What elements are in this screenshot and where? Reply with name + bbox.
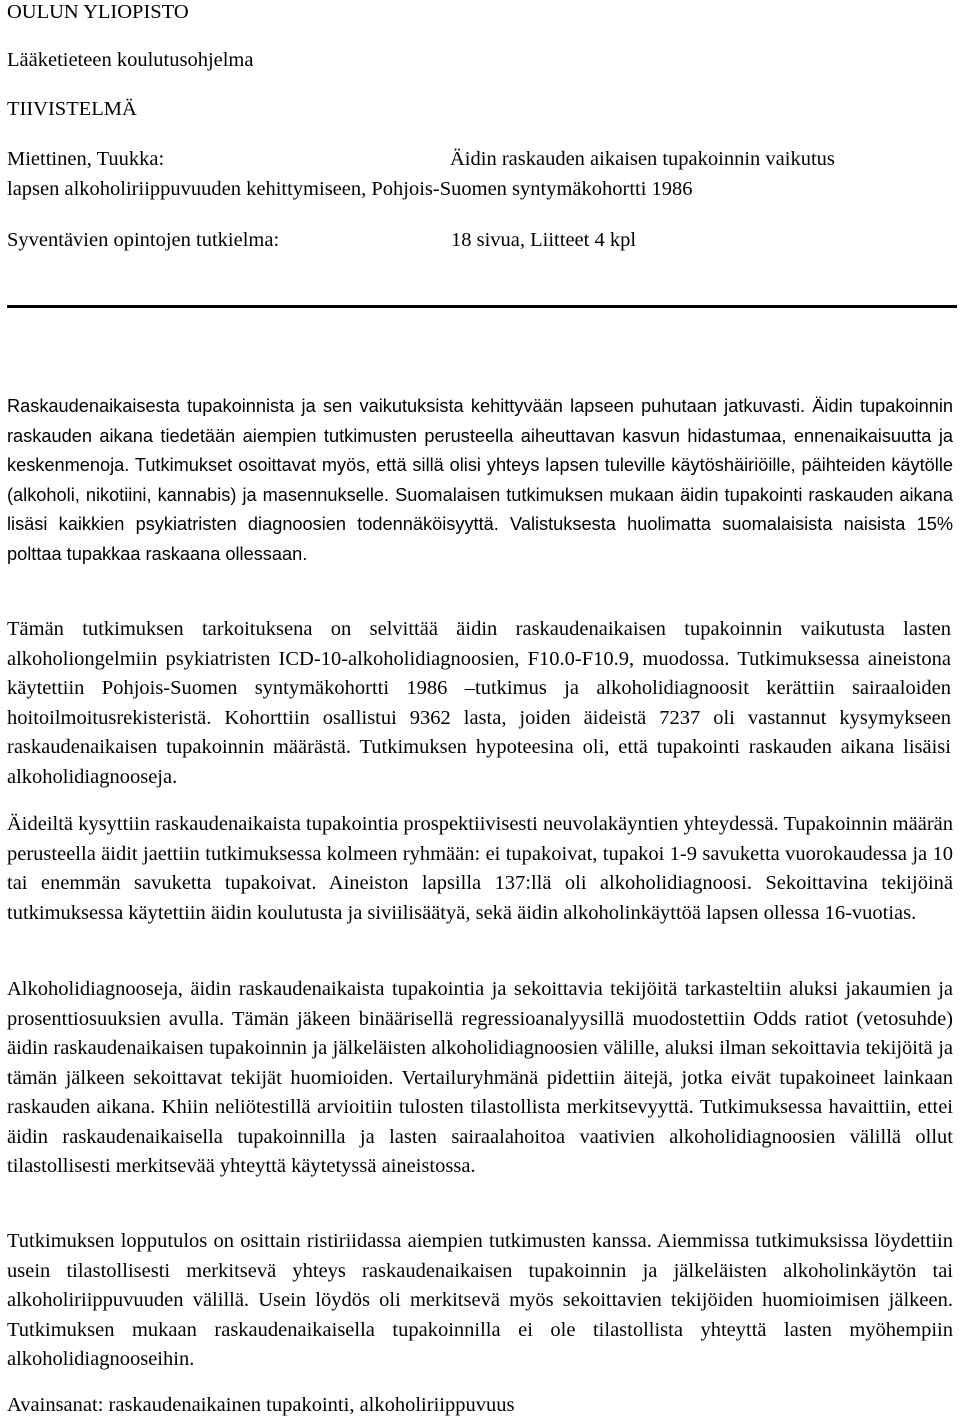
thesis-title-line2: lapsen alkoholiriippuvuuden kehittymiseen, Pohjois-Suomen syntymäkohortti 1986 (7, 178, 693, 200)
abstract-paragraph-1: Raskaudenaikaisesta tupakoinnista ja sen vaikutuksista kehittyvään lapseen puhutaan jatkuvasti. Äidin tupakoinnin raskauden aikana tiedetään aiempien tutkimusten perusteella aiheuttavan kasvun hidastumaa, ennenaikaisuutta ja keskenmenoja. Tutkimukset osoittavat myös, että sillä olisi yhteys lapsen tuleville käytöshäiriöille, päihteiden käytölle (alkoholi, nikotiini, kannabis) ja masennukselle. Suomalaisen tutkimuksen mukaan äidin tupakointi raskauden aikana lisäsi kaikkien psykiatristen diagnoosien todennäköisyyttä. Valistuksesta huolimatta suomalaisista naisista 15% polttaa tupakkaa raskaana ollessaan. (7, 396, 953, 564)
abstract-paragraph-4: Alkoholidiagnooseja, äidin raskaudenaikaista tupakointia ja sekoittavia tekijöitä tarkasteltiin aluksi jakaumien ja prosenttiosuuksien avulla. Tämän jäkeen binäärisellä regressioanalyysillä muodostettiin Odds ratiot (vetosuhde) äidin raskaudenaikaisen tupakoinnin ja jälkeläisten alkoholidiagnoosien välille, aluksi ilman sekoittavia tekijöitä ja tämän jälkeen sekoittavat tekijät huomioiden. Vertailuryhmänä pidettiin äitejä, jotka eivät tupakoineet lainkaan raskauden aikana. Khiin neliötestillä arvioitiin tulosten tilastollista merkitsevyyttä. Tutkimuksessa havaittiin, ettei äidin raskaudenaikaisella tupakoinnilla ja lasten sairaalahoitoa vaativien alkoholidiagnoosien välillä ollut tilastollisesti merkitsevää yhteyttä käytetyssä aineistossa. (7, 978, 953, 1177)
thesis-title-line1: Äidin raskauden aikaisen tupakoinnin vaikutus (450, 148, 835, 170)
page-count: 18 sivua, Liitteet 4 kpl (451, 229, 637, 251)
university-name: OULUN YLIOPISTO (7, 1, 189, 23)
author-label: Miettinen, Tuukka: (7, 148, 165, 170)
horizontal-rule (7, 305, 957, 308)
abstract-paragraph-2: Tämän tutkimuksen tarkoituksena on selvittää äidin raskaudenaikaisen tupakoinnin vaikutusta lasten alkoholiongelmiin psykiatristen ICD-10-alkoholidiagnoosien, F10.0-F10.9, muodossa. Tutkimuksessa aineistona käytettiin Pohjois-Suomen syntymäkohortti 1986 –tutkimus ja alkoholidiagnoosit kerättiin sairaaloiden hoitoilmoitusrekisteristä. Kohorttiin osallistui 9362 lasta, joiden äideistä 7237 oli vastannut kysymykseen raskaudenaikaisen tupakoinnin määrästä. Tutkimuksen hypoteesina oli, että tupakointi raskauden aikana lisäisi alkoholidiagnooseja. (7, 618, 951, 788)
program-name: Lääketieteen koulutusohjelma (7, 49, 254, 71)
thesis-type-label: Syventävien opintojen tutkielma: (7, 229, 280, 251)
abstract-paragraph-3: Äideiltä kysyttiin raskaudenaikaista tupakointia prospektiivisesti neuvolakäyntien yhteydessä. Tupakoinnin määrän perusteella äidit jaettiin tutkimuksessa kolmeen ryhmään: ei tupakoivat, tupakoi 1-9 savuketta vuorokaudessa ja 10 tai enemmän savuketta tupakoivat. Aineiston lapsilla 137:llä oli alkoholidiagnoosi. Sekoittavina tekijöinä tutkimuksessa käytettiin äidin koulutusta ja siviilisäätyä, sekä äidin alkoholinkäyttöä lapsen ollessa 16-vuotias. (7, 813, 953, 924)
abstract-paragraph-5: Tutkimuksen lopputulos on osittain ristiriidassa aiempien tutkimusten kanssa. Aiemmissa tutkimuksissa löydettiin usein tilastollisesti merkitsevä yhteys raskaudenaikaisen tupakoinnin ja jälkeläisten alkoholinkäytön tai alkoholiriippuvuuden välillä. Usein löydös oli merkitsevä myös sekoittavien tekijöiden huomioimisen jälkeen. Tutkimuksen mukaan raskaudenaikaisella tupakoinnilla ei ole tilastollista yhteyttä lasten myöhempiin alkoholidiagnooseihin. (7, 1230, 953, 1370)
keywords: Avainsanat: raskaudenaikainen tupakointi, alkoholiriippuvuus (7, 1394, 515, 1416)
document-type: TIIVISTELMÄ (7, 98, 137, 120)
